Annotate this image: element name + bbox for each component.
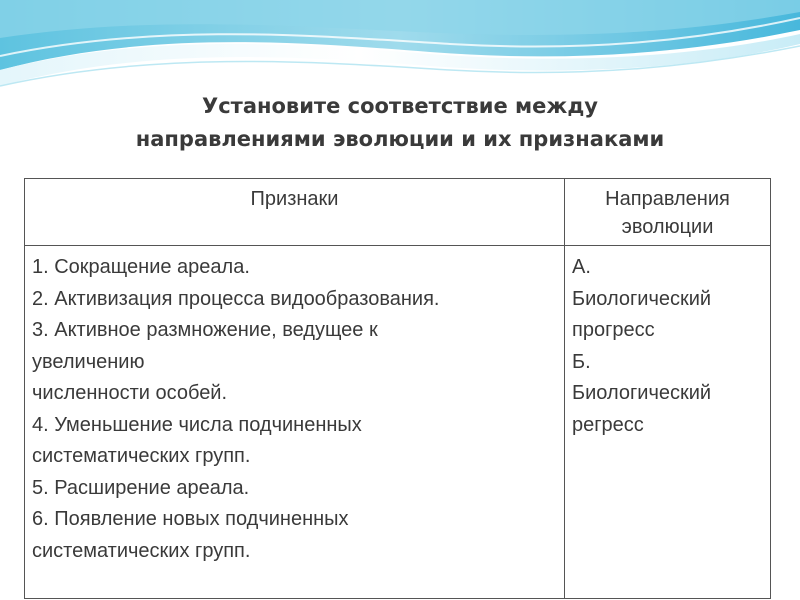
matching-table xyxy=(24,178,771,599)
direction-line: Б. xyxy=(572,350,591,373)
table-header-row xyxy=(25,179,771,246)
slide-title-line-2: направлениями эволюции и их признаками xyxy=(135,127,665,151)
feature-line: 5. Расширение ареала. xyxy=(32,476,250,499)
feature-line: 1. Сокращение ареала. xyxy=(32,256,250,278)
header-directions-line-1: Направления xyxy=(605,188,730,210)
directions-cell xyxy=(565,246,771,599)
feature-line: систематических групп. xyxy=(32,539,251,562)
feature-line: 6. Появление новых подчиненных xyxy=(32,508,349,530)
direction-line: А. xyxy=(572,256,591,278)
feature-line: 3. Активное размножение, ведущее к xyxy=(32,319,378,341)
header-directions xyxy=(565,179,771,246)
direction-line: регресс xyxy=(572,413,644,436)
wave-banner xyxy=(0,0,800,95)
direction-line: прогресс xyxy=(572,319,655,341)
features-cell xyxy=(25,246,565,599)
feature-line: систематических групп. xyxy=(32,445,251,467)
header-directions-line-2: эволюции xyxy=(621,216,714,238)
feature-line: 4. Уменьшение числа подчиненных xyxy=(32,413,362,436)
feature-line: 2. Активизация процесса видообразования. xyxy=(32,287,440,310)
feature-line: увеличению xyxy=(32,350,145,373)
header-features: Признаки xyxy=(25,179,565,246)
slide-title xyxy=(60,90,740,156)
table-body-row xyxy=(25,246,771,599)
direction-line: Биологический xyxy=(572,287,712,310)
direction-line: Биологический xyxy=(572,382,712,404)
feature-line: численности особей. xyxy=(32,382,228,404)
slide-title-line-1: Установите соответствие между xyxy=(202,94,598,118)
